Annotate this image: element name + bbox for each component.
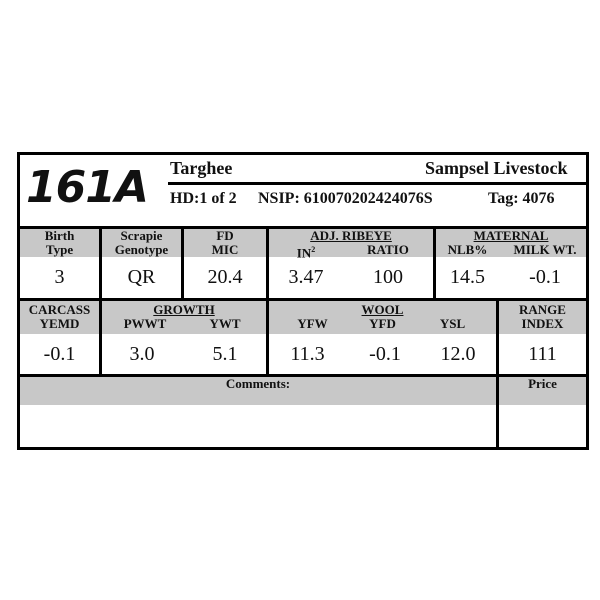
maternal-group-label: MATERNAL bbox=[473, 228, 549, 243]
hd-text: HD:1 of 2 bbox=[170, 190, 237, 207]
carcass-label1: CARCASS bbox=[28, 302, 91, 317]
tag-text: Tag: 4076 bbox=[488, 190, 555, 207]
ywt-value: 5.1 bbox=[212, 343, 238, 365]
nlb-label: NLB% bbox=[447, 242, 488, 257]
ribeye-ratio-label: RATIO bbox=[367, 242, 409, 257]
breed-name: Targhee bbox=[170, 158, 233, 178]
breeder-name: Sampsel Livestock bbox=[425, 158, 568, 178]
birth-type-value: 3 bbox=[54, 266, 65, 288]
price-label: Price bbox=[528, 376, 557, 391]
ribeye-ratio-value: 100 bbox=[373, 266, 403, 288]
wool-group-label: WOOL bbox=[361, 302, 404, 317]
birth-type-label1: Birth bbox=[44, 228, 75, 243]
range-value: 111 bbox=[528, 343, 557, 365]
ysl-label: YSL bbox=[439, 316, 466, 331]
scrapie-label1: Scrapie bbox=[120, 228, 163, 243]
ribeye-group-label: ADJ. RIBEYE bbox=[310, 228, 392, 243]
comments-label: Comments: bbox=[225, 376, 291, 391]
scrapie-value: QR bbox=[127, 266, 156, 288]
growth-group-label: GROWTH bbox=[153, 302, 215, 317]
header-rule bbox=[168, 182, 588, 185]
fd-value: 20.4 bbox=[207, 266, 243, 288]
birth-type-label2: Type bbox=[45, 242, 74, 257]
fd-label1: FD bbox=[216, 228, 234, 243]
nsip-text: NSIP: 610070202424076S bbox=[258, 190, 433, 207]
scrapie-label2: Genotype bbox=[114, 242, 169, 257]
milk-value: -0.1 bbox=[529, 266, 561, 288]
yfw-label: YFW bbox=[297, 316, 328, 331]
milk-label: MILK WT. bbox=[513, 242, 577, 257]
ribeye-in-label: $IN^2$ bbox=[296, 245, 316, 261]
fd-label2: MIC bbox=[211, 242, 239, 257]
range-label2: INDEX bbox=[521, 316, 564, 331]
yfw-value: 11.3 bbox=[290, 343, 325, 365]
lot-number: 161A bbox=[26, 162, 148, 213]
pwwt-value: 3.0 bbox=[129, 343, 155, 365]
ywt-label: YWT bbox=[209, 316, 241, 331]
carcass-label2: YEMD bbox=[39, 316, 80, 331]
ribeye-in-value: 3.47 bbox=[288, 266, 324, 288]
pwwt-label: PWWT bbox=[123, 316, 167, 331]
nlb-value: 14.5 bbox=[450, 266, 485, 288]
range-label1: RANGE bbox=[519, 302, 566, 317]
yfd-value: -0.1 bbox=[369, 343, 401, 365]
yfd-label: YFD bbox=[369, 316, 396, 331]
carcass-value: -0.1 bbox=[43, 343, 76, 365]
ysl-value: 12.0 bbox=[440, 343, 476, 365]
